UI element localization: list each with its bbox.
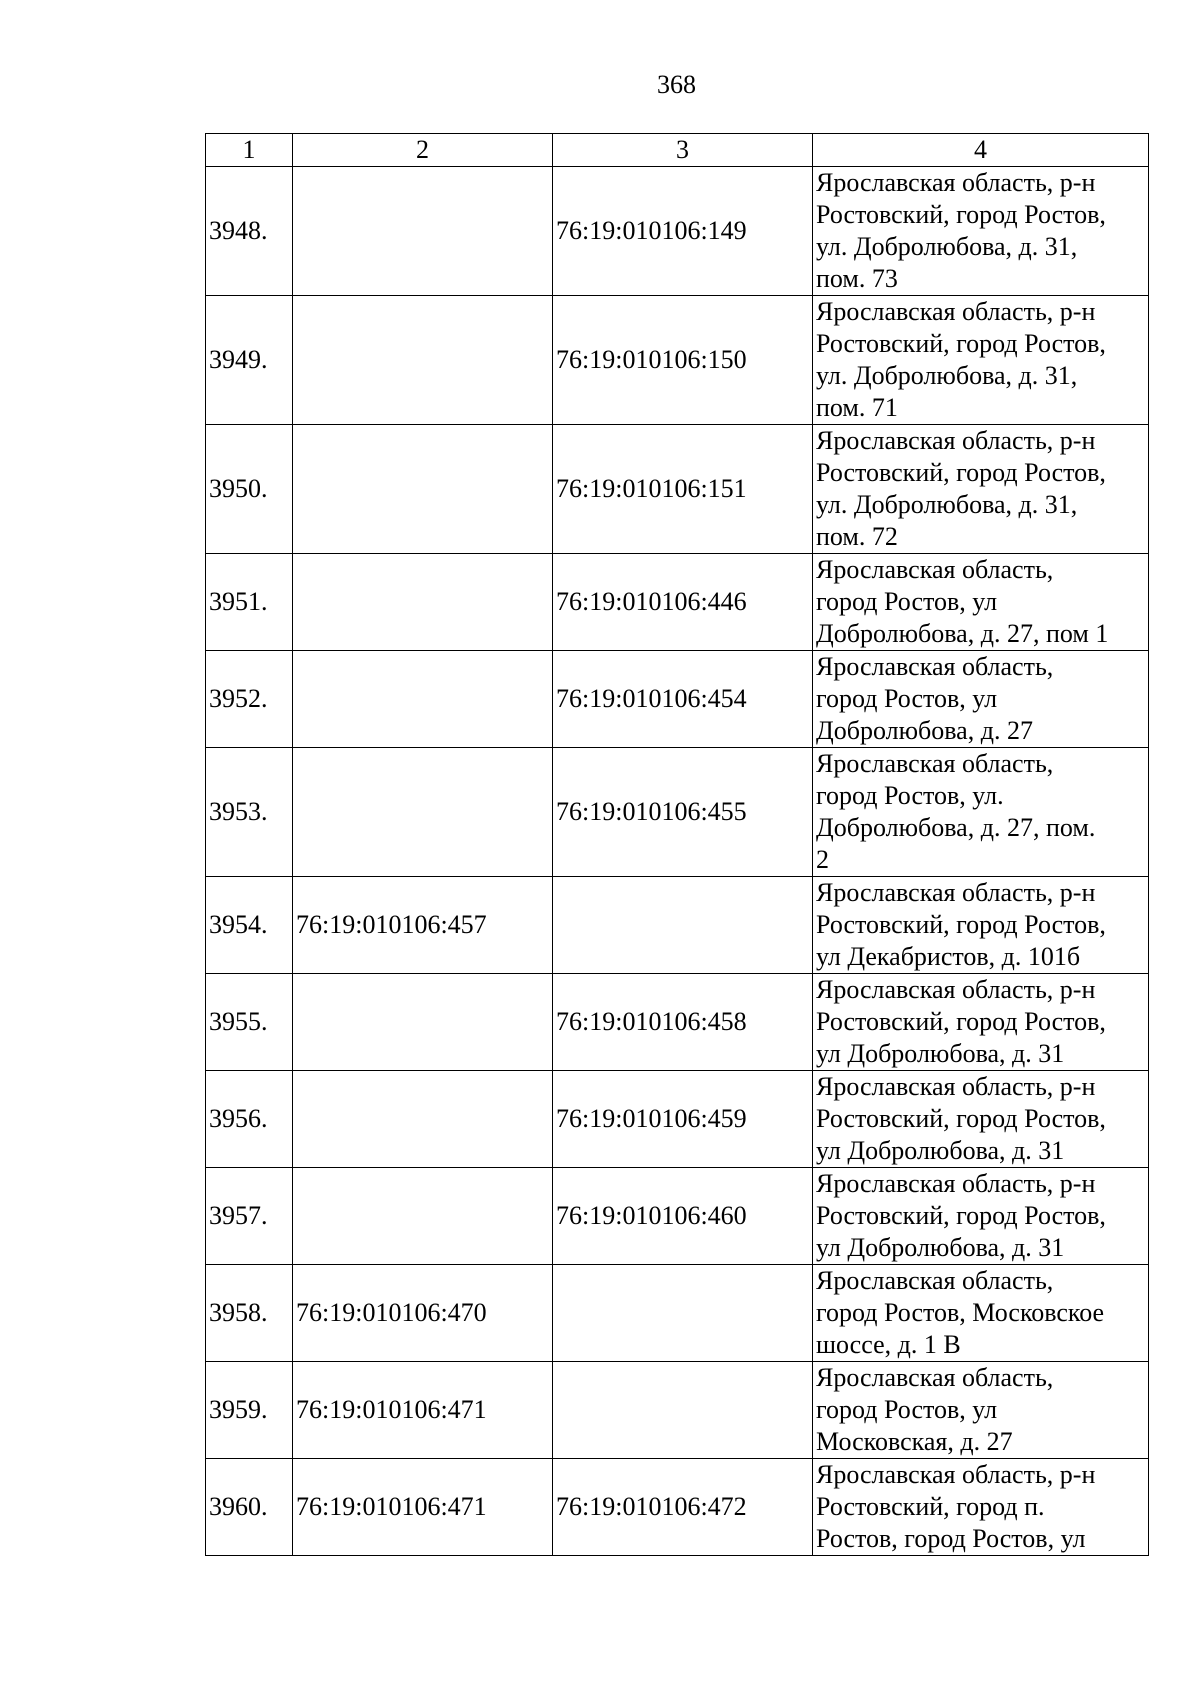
row-number: 3954. [206, 877, 293, 974]
address-cell: Ярославская область, р-н Ростовский, город п. Ростов, город Ростов, ул [813, 1459, 1149, 1556]
column-header-1: 1 [206, 134, 293, 167]
cadastral-number-col2 [293, 748, 553, 877]
row-number: 3956. [206, 1071, 293, 1168]
row-number: 3959. [206, 1362, 293, 1459]
address-cell: Ярославская область, город Ростов, ул Добролюбова, д. 27 [813, 651, 1149, 748]
cadastral-number-col2 [293, 974, 553, 1071]
table-row [206, 554, 1149, 651]
header-row [206, 134, 1149, 167]
table-row [206, 748, 1149, 877]
column-header-3: 3 [553, 134, 813, 167]
cadastral-number-col3: 76:19:010106:455 [553, 748, 813, 877]
table-row [206, 296, 1149, 425]
cadastral-number-col3: 76:19:010106:459 [553, 1071, 813, 1168]
table-row [206, 1168, 1149, 1265]
cadastral-number-col3 [553, 1265, 813, 1362]
address-cell: Ярославская область, город Ростов, ул Добролюбова, д. 27, пом 1 [813, 554, 1149, 651]
cadastral-number-col3: 76:19:010106:151 [553, 425, 813, 554]
address-cell: Ярославская область, р-н Ростовский, город Ростов, ул Добролюбова, д. 31 [813, 974, 1149, 1071]
cadastral-number-col3: 76:19:010106:472 [553, 1459, 813, 1556]
row-number: 3953. [206, 748, 293, 877]
cadastral-number-col3 [553, 1362, 813, 1459]
cadastral-number-col3: 76:19:010106:150 [553, 296, 813, 425]
address-cell: Ярославская область, город Ростов, ул Московская, д. 27 [813, 1362, 1149, 1459]
table-row [206, 877, 1149, 974]
cadastral-number-col2 [293, 167, 553, 296]
table-row [206, 425, 1149, 554]
table-row [206, 1362, 1149, 1459]
cadastral-number-col2: 76:19:010106:470 [293, 1265, 553, 1362]
cadastral-number-col2 [293, 554, 553, 651]
cadastral-number-col3: 76:19:010106:446 [553, 554, 813, 651]
row-number: 3955. [206, 974, 293, 1071]
address-cell: Ярославская область, р-н Ростовский, город Ростов, ул. Добролюбова, д. 31, пом. 72 [813, 425, 1149, 554]
address-cell: Ярославская область, город Ростов, Московское шоссе, д. 1 В [813, 1265, 1149, 1362]
cadastral-number-col2 [293, 425, 553, 554]
address-cell: Ярославская область, р-н Ростовский, город Ростов, ул. Добролюбова, д. 31, пом. 71 [813, 296, 1149, 425]
cadastral-number-col3: 76:19:010106:460 [553, 1168, 813, 1265]
register-table [205, 133, 1149, 1556]
cadastral-number-col3: 76:19:010106:454 [553, 651, 813, 748]
table-row [206, 167, 1149, 296]
page-number: 368 [657, 70, 696, 99]
cadastral-number-col2: 76:19:010106:457 [293, 877, 553, 974]
cadastral-number-col2 [293, 1168, 553, 1265]
address-cell: Ярославская область, р-н Ростовский, город Ростов, ул Декабристов, д. 101б [813, 877, 1149, 974]
cadastral-number-col2: 76:19:010106:471 [293, 1362, 553, 1459]
cadastral-number-col2: 76:19:010106:471 [293, 1459, 553, 1556]
table-row [206, 1265, 1149, 1362]
address-cell: Ярославская область, р-н Ростовский, город Ростов, ул. Добролюбова, д. 31, пом. 73 [813, 167, 1149, 296]
row-number: 3951. [206, 554, 293, 651]
row-number: 3960. [206, 1459, 293, 1556]
cadastral-number-col2 [293, 651, 553, 748]
row-number: 3952. [206, 651, 293, 748]
column-header-2: 2 [293, 134, 553, 167]
row-number: 3958. [206, 1265, 293, 1362]
cadastral-number-col3: 76:19:010106:149 [553, 167, 813, 296]
column-header-4: 4 [813, 134, 1149, 167]
table-row [206, 1459, 1149, 1556]
cadastral-number-col3: 76:19:010106:458 [553, 974, 813, 1071]
row-number: 3957. [206, 1168, 293, 1265]
cadastral-number-col2 [293, 296, 553, 425]
address-cell: Ярославская область, город Ростов, ул. Добролюбова, д. 27, пом. 2 [813, 748, 1149, 877]
row-number: 3950. [206, 425, 293, 554]
table-row [206, 651, 1149, 748]
table-row [206, 1071, 1149, 1168]
cadastral-number-col3 [553, 877, 813, 974]
address-cell: Ярославская область, р-н Ростовский, город Ростов, ул Добролюбова, д. 31 [813, 1071, 1149, 1168]
table-row [206, 974, 1149, 1071]
cadastral-number-col2 [293, 1071, 553, 1168]
address-cell: Ярославская область, р-н Ростовский, город Ростов, ул Добролюбова, д. 31 [813, 1168, 1149, 1265]
row-number: 3948. [206, 167, 293, 296]
row-number: 3949. [206, 296, 293, 425]
